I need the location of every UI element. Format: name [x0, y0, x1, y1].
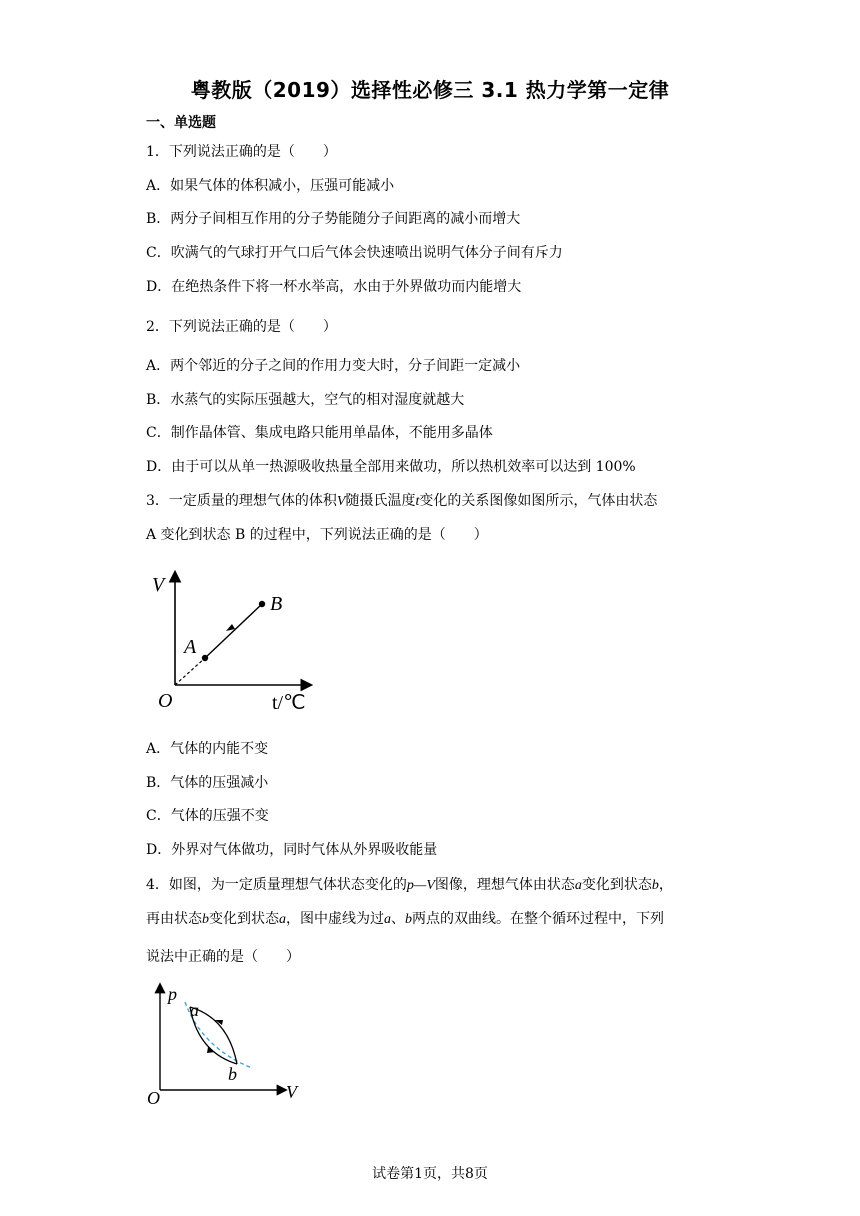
- q3-point-a: [202, 655, 208, 661]
- q4-text: 变化到状态: [581, 877, 652, 893]
- q4-stem-line2: [146, 908, 664, 928]
- q2-option-d: D．由于可以从单一热源吸收热量全部用来做功，所以热机效率可以达到 100%: [146, 459, 636, 475]
- q4-pv: p—V: [406, 878, 435, 893]
- q4-state-b: b: [202, 912, 209, 927]
- q1-option-c: C．吹满气的气球打开气口后气体会快速喷出说明气体分子间有斥力: [146, 245, 563, 261]
- q2-option-c: C．制作晶体管、集成电路只能用单晶体，不能用多晶体: [146, 425, 493, 441]
- q4-label-b: b: [228, 1064, 237, 1084]
- q3-label-x: t/℃: [272, 692, 306, 714]
- q3-option-c: C．气体的压强不变: [146, 808, 269, 824]
- q4-text: 图像，理想气体由状态: [434, 877, 575, 893]
- q4-arrow-b-to-a: [207, 1047, 215, 1053]
- q4-text: ，图中虚线为过: [286, 911, 384, 927]
- q4-state-a: a: [279, 912, 286, 927]
- q4-state-b: b: [651, 878, 659, 893]
- q4-pv-graph: [140, 980, 310, 1110]
- q3-var-t: t: [415, 494, 420, 509]
- q4-text: 4．如图，为一定质量理想气体状态变化的: [146, 877, 407, 893]
- q3-point-b: [259, 601, 265, 607]
- q1-option-a: A．如果气体的体积减小，压强可能减小: [146, 178, 395, 194]
- q4-stem-line1: [146, 874, 673, 894]
- q1-option-b: B．两分子间相互作用的分子势能随分子间距离的减小而增大: [146, 211, 521, 227]
- q4-text: 两点的双曲线。在整个循环过程中，下列: [412, 911, 664, 927]
- q1-option-d: D．在绝热条件下将一杯水举高，水由于外界做功而内能增大: [146, 279, 522, 295]
- q3-text: 变化的关系图像如图所示，气体由状态: [419, 493, 658, 509]
- page-title: 粤教版（2019）选择性必修三 3.1 热力学第一定律: [190, 78, 670, 102]
- q4-text: 、: [391, 911, 405, 927]
- q4-label-origin: O: [147, 1088, 160, 1108]
- q4-text: 再由状态: [146, 911, 202, 927]
- q3-option-b: B．气体的压强减小: [146, 775, 269, 791]
- q1-stem: 1．下列说法正确的是（ ）: [146, 144, 337, 160]
- q4-point-a: a: [384, 912, 391, 927]
- q3-stem-line1: [146, 490, 657, 510]
- q3-label-v: V: [152, 574, 165, 596]
- q3-var-v: V: [336, 494, 346, 509]
- q4-text: 变化到状态: [209, 911, 279, 927]
- q4-text: ，: [658, 877, 673, 893]
- q3-dashed-extension: [175, 658, 205, 685]
- q3-text: 3．一定质量的理想气体的体积: [146, 493, 337, 509]
- q3-label-origin: O: [158, 690, 173, 712]
- q2-option-b: B．水蒸气的实际压强越大，空气的相对湿度就越大: [146, 392, 465, 408]
- q3-stem-line2: A 变化到状态 B 的过程中，下列说法正确的是（ ）: [146, 527, 488, 543]
- q3-vt-graph: [150, 565, 330, 715]
- q3-label-a: A: [184, 636, 197, 658]
- q4-label-v: V: [286, 1082, 297, 1102]
- q3-process-line: [205, 604, 262, 658]
- q3-option-a: A．气体的内能不变: [146, 741, 269, 757]
- q4-point-b: b: [405, 912, 412, 927]
- q2-stem: 2．下列说法正确的是（ ）: [146, 319, 337, 335]
- q4-stem-line3: 说法中正确的是（ ）: [146, 949, 300, 965]
- q3-label-b: B: [270, 593, 283, 615]
- q3-option-d: D．外界对气体做功，同时气体从外界吸收能量: [146, 842, 438, 858]
- q4-label-a: a: [190, 1000, 199, 1020]
- q4-label-p: p: [168, 984, 177, 1004]
- page-footer: 试卷第1页，共8页: [372, 1166, 488, 1182]
- section-heading: 一、单选题: [146, 115, 216, 131]
- q3-text: 随摄氏温度: [345, 493, 416, 509]
- q4-state-a: a: [574, 878, 582, 893]
- q2-option-a: A．两个邻近的分子之间的作用力变大时，分子间距一定减小: [146, 358, 521, 374]
